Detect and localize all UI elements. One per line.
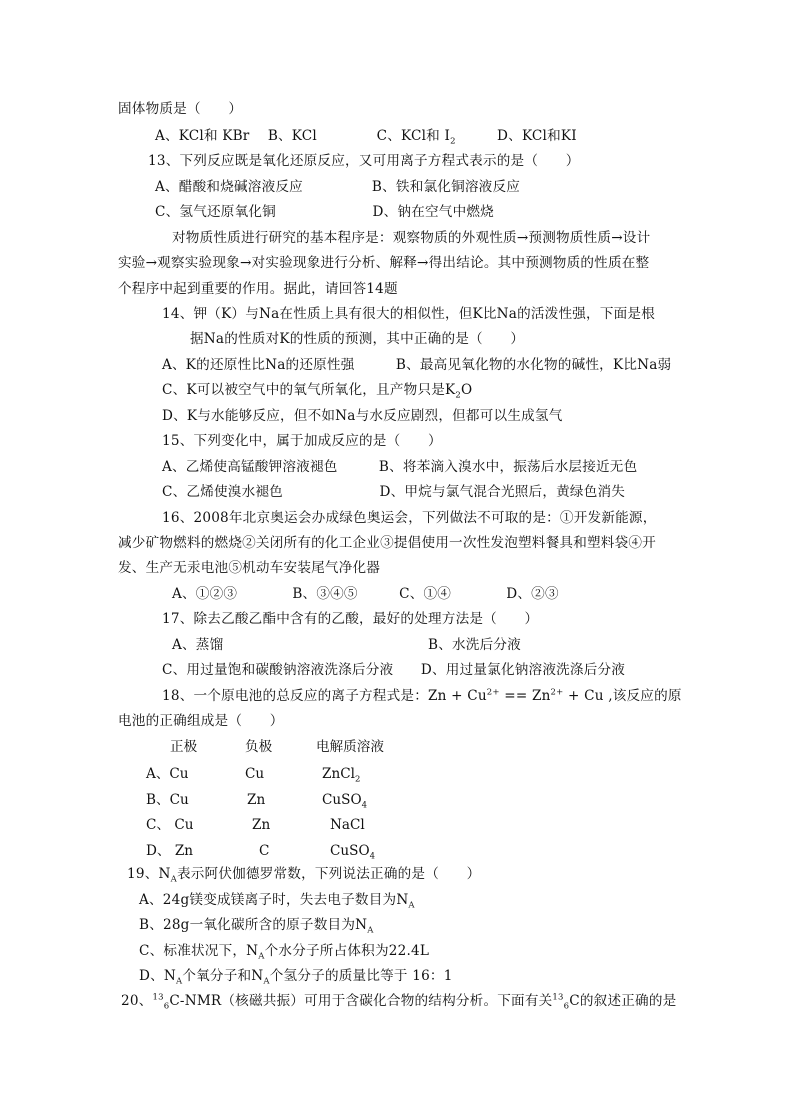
q13-options-cd: C、氢气还原氧化铜 D、钠在空气中燃烧 (155, 204, 494, 220)
table-row-label: B、Cu (146, 792, 189, 808)
table-header-electrolyte: 电解质溶液 (316, 739, 384, 755)
q17-option-a: A、蒸馏 (172, 637, 224, 653)
table-header-positive: 正极 (170, 739, 198, 755)
q13-stem: 13、下列反应既是氧化还原反应，又可用离子方程式表示的是（ ） (148, 153, 580, 169)
q18-stem-1: 18、一个原电池的总反应的离子方程式是：$Zn + Cu^{2+} == Zn^{2+} + Cu$ ,该反应的原 (162, 687, 682, 704)
table-row-negative: Cu (245, 766, 265, 782)
q17-option-b: B、水洗后分液 (428, 637, 521, 653)
q19-option-a: A、24g镁变成镁离子时，失去电子数目为$N_A$ (139, 892, 415, 911)
table-row-negative: Zn (252, 817, 271, 833)
q19-option-c: C、标准状况下，$N_A$个水分子所占体积为22.4L (139, 943, 430, 962)
table-row-label: C、 Cu (146, 817, 194, 833)
q14-option-d: D、K与水能够反应，但不如Na与水反应剧烈，但都可以生成氢气 (162, 408, 563, 424)
q15-stem: 15、下列变化中，属于加成反应的是（ ） (162, 433, 442, 449)
table-row-electrolyte: ZnCl$_2$ (322, 766, 361, 785)
q14-options-ab: A、K的还原性比Na的还原性强 B、最高见氧化物的水化物的碱性，K比Na弱 (162, 357, 672, 373)
table-header-negative: 负极 (245, 739, 273, 755)
q19-option-b: B、28g一氧化碳所含的原子数目为$N_A$ (139, 917, 374, 936)
table-row-negative: C (259, 843, 270, 859)
q16-stem-3: 发、生产无汞电池⑤机动车安装尾气净化器 (118, 560, 381, 576)
q15-options-ab: A、乙烯使高锰酸钾溶液褪色 B、将苯滴入溴水中，振荡后水层接近无色 (162, 459, 638, 475)
table-row-electrolyte: CuSO$_4$ (322, 792, 368, 811)
q18-stem-2: 电池的正确组成是（ ） (118, 713, 284, 729)
q12-options: A、KCl和 KBr B、KCl C、KCl和 $I_2$ D、KCl和KI (155, 128, 577, 147)
q12-stem-end: 固体物质是（ ） (118, 101, 243, 117)
q16-stem-2: 减少矿物燃料的燃烧②关闭所有的化工企业③提倡使用一次性发泡塑料餐具和塑料袋④开 (118, 535, 656, 551)
q17-stem: 17、除去乙酸乙酯中含有的乙酸，最好的处理方法是（ ） (162, 611, 539, 627)
q14-stem-2: 据Na的性质对K的性质的预测，其中正确的是（ ） (190, 331, 525, 347)
q14-stem-1: 14、钾（K）与Na在性质上具有很大的相似性，但K比Na的活泼性强，下面是根 (162, 306, 656, 322)
table-row-negative: Zn (247, 792, 266, 808)
q14-option-c: C、K可以被空气中的氧气所氧化，且产物只是$K_2O$ (162, 382, 473, 401)
intro-line-3: 个程序中起到重要的作用。据此，请回答14题 (118, 281, 398, 297)
intro-line-2: 实验→观察实验现象→对实验现象进行分析、解释→得出结论。其中预测物质的性质在整 (118, 255, 650, 271)
q20-stem: 20、$^{13}_6$C-NMR（核磁共振）可用于含碳化合物的结构分析。下面有关$^{13}_6$C的叙述正确的是 (121, 992, 677, 1012)
q19-option-d: D、$N_A$个氧分子和$N_A$个氢分子的质量比等于 16：1 (139, 968, 453, 987)
table-row-label: D、 Zn (146, 843, 194, 859)
q16-stem-1: 16、2008年北京奥运会办成绿色奥运会，下列做法不可取的是：①开发新能源， (162, 510, 657, 526)
q15-options-cd: C、乙烯使溴水褪色 D、甲烷与氯气混合光照后，黄绿色消失 (162, 484, 626, 500)
q16-options: A、①②③ B、③④⑤ C、①④ D、②③ (172, 586, 559, 602)
q17-options-cd: C、用过量饱和碳酸钠溶液洗涤后分液 D、用过量氯化钠溶液洗涤后分液 (162, 662, 626, 678)
table-row-label: A、Cu (146, 766, 189, 782)
q13-options-ab: A、醋酸和烧碱溶液反应 B、铁和氯化铜溶液反应 (155, 179, 521, 195)
table-row-electrolyte: CuSO$_4$ (330, 843, 376, 862)
intro-line-1: 对物质性质进行研究的基本程序是：观察物质的外观性质→预测物质性质→设计 (172, 230, 651, 246)
table-row-electrolyte: NaCl (330, 817, 365, 833)
q19-stem: 19、$N_A$表示阿伏伽德罗常数，下列说法正确的是（ ） (127, 866, 481, 885)
